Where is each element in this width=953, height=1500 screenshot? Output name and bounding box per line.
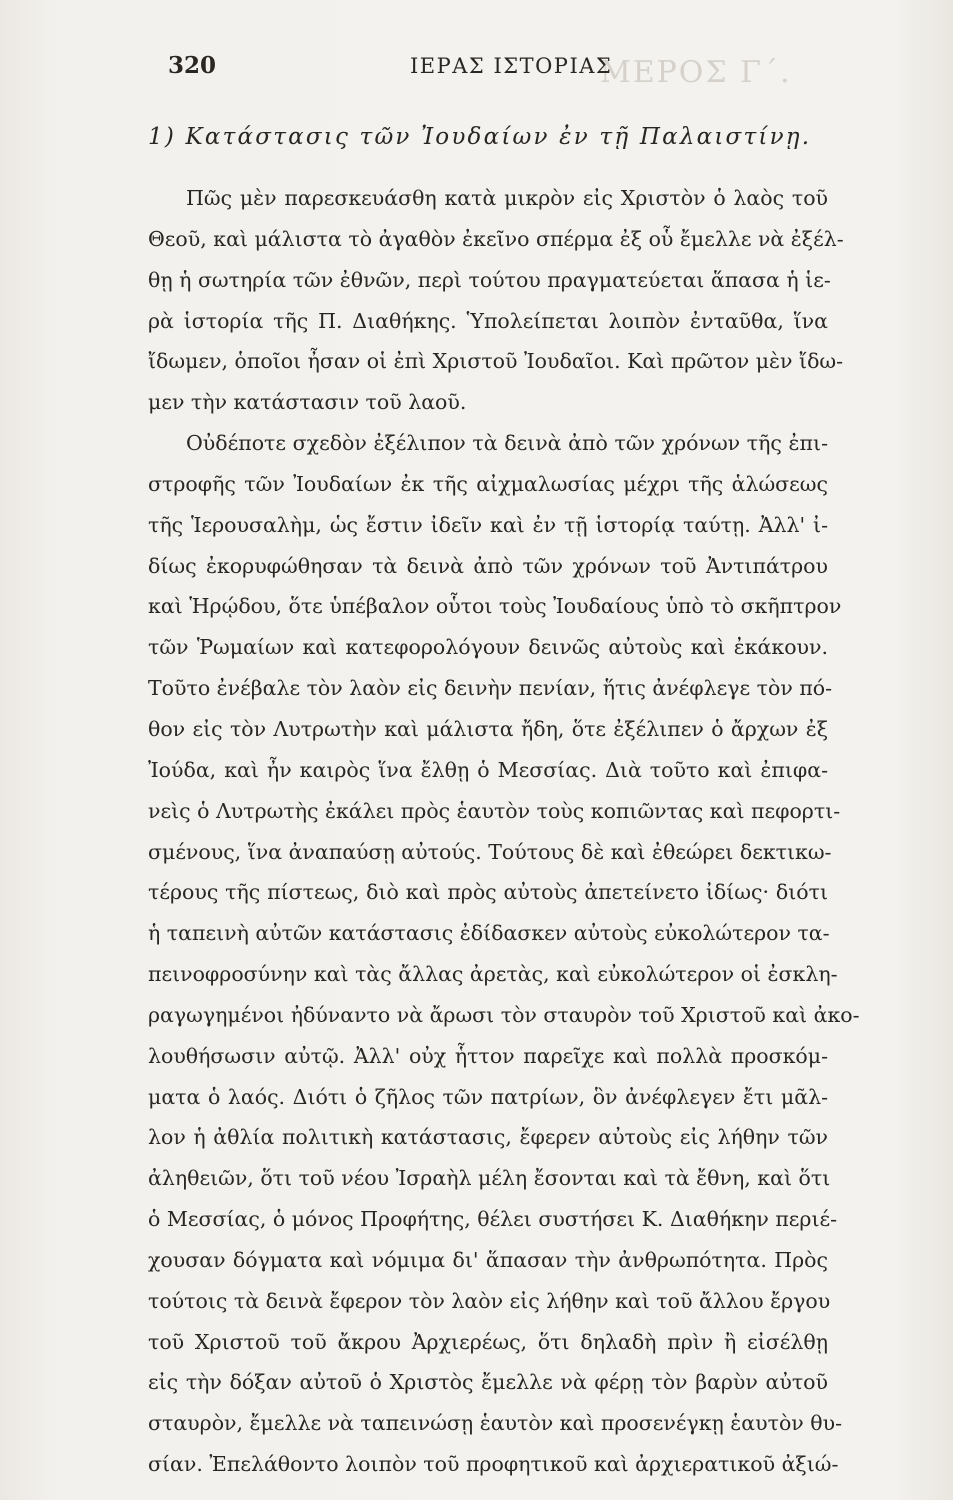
text-line: τοῦ Χριστοῦ τοῦ ἄκρου Ἀρχιερέως, ὅτι δηλαδὴ πρὶν ἢ εἰσέλθῃ (148, 1329, 828, 1354)
text-line: ἴδωμεν, ὁποῖοι ἦσαν οἱ ἐπὶ Χριστοῦ Ἰουδαῖοι. Καὶ πρῶτον μὲν ἴδω- (148, 349, 844, 374)
text-line: σταυρὸν, ἔμελλε νὰ ταπεινώσῃ ἑαυτὸν καὶ προσενέγκῃ ἑαυτὸν θυ- (148, 1411, 843, 1436)
text-line: μεν τὴν κατάστασιν τοῦ λαοῦ. (148, 390, 467, 415)
text-line: ματα ὁ λαός. Διότι ὁ ζῆλος τῶν πατρίων, ὃν ἀνέφλεγεν ἔτι μᾶλ- (148, 1084, 828, 1109)
body-text (148, 178, 860, 1485)
text-line: θον εἰς τὸν Λυτρωτὴν καὶ μάλιστα ἤδη, ὅτε ἐξέλιπεν ὁ ἄρχων ἐξ (148, 716, 828, 741)
text-line: δίως ἐκορυφώθησαν τὰ δεινὰ ἀπὸ τῶν χρόνων τοῦ Ἀντιπάτρου (148, 553, 828, 578)
text-line: λουθήσωσιν αὐτῷ. Ἀλλ' οὐχ ἧττον παρεῖχε καὶ πολλὰ προσκόμ- (148, 1043, 828, 1068)
text-line: Πῶς μὲν παρεσκευάσθη κατὰ μικρὸν εἰς Χριστὸν ὁ λαὸς τοῦ (186, 186, 828, 210)
text-line: ὁ Μεσσίας, ὁ μόνος Προφήτης, θέλει συστήσει Κ. Διαθήκην περιέ- (148, 1207, 838, 1232)
page-number: 320 (168, 52, 217, 79)
text-line: σίαν. Ἐπελάθοντο λοιπὸν τοῦ προφητικοῦ καὶ ἀρχιερατικοῦ ἀξιώ- (148, 1452, 839, 1477)
text-line: Θεοῦ, καὶ μάλιστα τὸ ἀγαθὸν ἐκεῖνο σπέρμα ἐξ οὗ ἔμελλε νὰ ἐξέλ- (148, 226, 844, 251)
text-line: τέρους τῆς πίστεως, διὸ καὶ πρὸς αὐτοὺς ἀπετείνετο ἰδίως· διότι (148, 880, 828, 905)
text-line: Οὐδέποτε σχεδὸν ἐξέλιπον τὰ δεινὰ ἀπὸ τῶν χρόνων τῆς ἐπι- (186, 431, 828, 456)
text-line: θῃ ἡ σωτηρία τῶν ἐθνῶν, περὶ τούτου πραγματεύεται ἅπασα ἡ ἱε- (148, 267, 831, 292)
text-line: Τοῦτο ἐνέβαλε τὸν λαὸν εἰς δεινὴν πενίαν, ἥτις ἀνέφλεγε τὸν πό- (148, 676, 833, 701)
text-line: πεινοφροσύνην καὶ τὰς ἄλλας ἀρετὰς, καὶ εὐκολώτερον οἱ ἐσκλη- (148, 962, 838, 987)
text-line: εἰς τὴν δόξαν αὐτοῦ ὁ Χριστὸς ἔμελλε νὰ φέρῃ τὸν βαρὺν αὐτοῦ (148, 1370, 828, 1395)
running-title: ΙΕΡΑΣ ΙΣΤΟΡΙΑΣ (410, 54, 613, 78)
section-heading: 1) Κατάστασις τῶν Ἰουδαίων ἐν τῇ Παλαιστίνῃ. (148, 124, 812, 150)
text-line: νεὶς ὁ Λυτρωτὴς ἐκάλει πρὸς ἑαυτὸν τοὺς κοπιῶντας καὶ πεφορτι- (148, 798, 841, 823)
text-line: στροφῆς τῶν Ἰουδαίων ἐκ τῆς αἰχμαλωσίας μέχρι τῆς ἁλώσεως (148, 471, 828, 496)
text-line: τῶν Ῥωμαίων καὶ κατεφορολόγουν δεινῶς αὐτοὺς καὶ ἐκάκουν. (148, 635, 828, 660)
text-line: ρὰ ἱστορία τῆς Π. Διαθήκης. Ὑπολείπεται λοιπὸν ἐνταῦθα, ἵνα (148, 308, 828, 333)
text-line: ἡ ταπεινὴ αὐτῶν κατάστασις ἐδίδασκεν αὐτοὺς εὐκολώτερον τα- (148, 921, 830, 946)
text-line: Ἰούδα, καὶ ἦν καιρὸς ἵνα ἔλθῃ ὁ Μεσσίας. Διὰ τοῦτο καὶ ἐπιφα- (148, 757, 828, 782)
text-line: ραγωγημένοι ἠδύναντο νὰ ἄρωσι τὸν σταυρὸν τοῦ Χριστοῦ καὶ ἀκο- (148, 1002, 860, 1027)
running-head (168, 52, 868, 86)
text-line: ἀληθειῶν, ὅτι τοῦ νέου Ἰσραὴλ μέλη ἔσονται καὶ τὰ ἔθνη, καὶ ὅτι (148, 1166, 831, 1191)
text-line: καὶ Ἡρῴδου, ὅτε ὑπέβαλον οὗτοι τοὺς Ἰουδαίους ὑπὸ τὸ σκῆπτρον (148, 594, 842, 619)
text-line: σμένους, ἵνα ἀναπαύσῃ αὐτούς. Τούτους δὲ καὶ ἐθεώρει δεκτικω- (148, 839, 832, 864)
text-line: χουσαν δόγματα καὶ νόμιμα δι' ἅπασαν τὴν ἀνθρωπότητα. Πρὸς (148, 1247, 828, 1272)
text-line: τῆς Ἱερουσαλὴμ, ὡς ἔστιν ἰδεῖν καὶ ἐν τῇ ἱστορίᾳ ταύτῃ. Ἀλλ' ἰ- (148, 512, 828, 537)
show-through-text: ΜΕΡΟΣ Γ΄. (600, 55, 792, 90)
text-line: λον ἡ ἀθλία πολιτικὴ κατάστασις, ἔφερεν αὐτοὺς εἰς λήθην τῶν (148, 1125, 828, 1150)
text-line: τούτοις τὰ δεινὰ ἔφερον τὸν λαὸν εἰς λήθην καὶ τοῦ ἄλλου ἔργου (148, 1288, 831, 1313)
